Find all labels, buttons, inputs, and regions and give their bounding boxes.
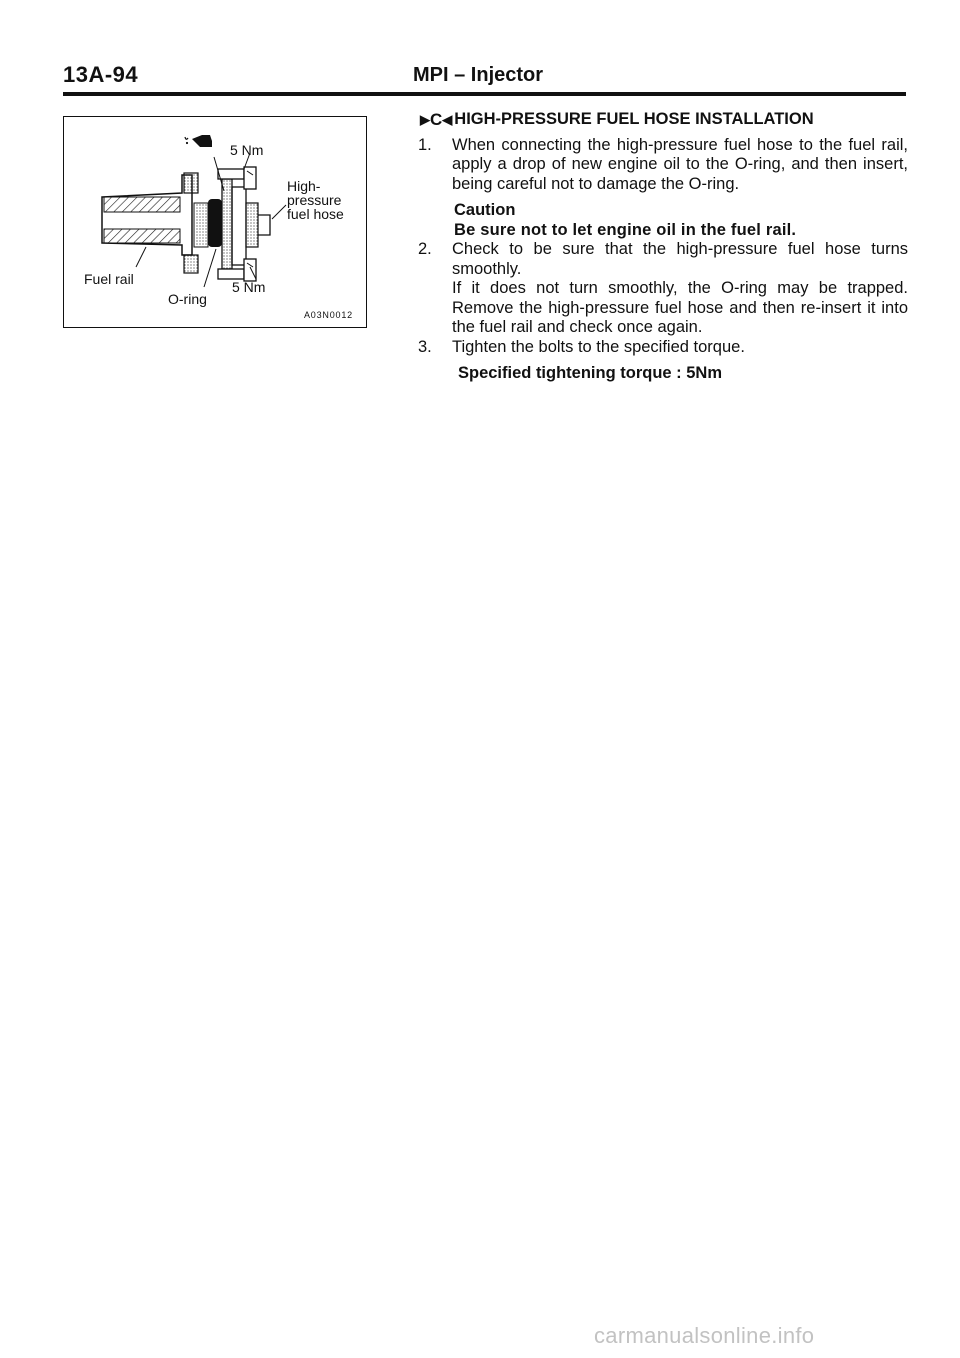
step-number: 1. xyxy=(418,135,432,154)
step-text: When connecting the high-pressure fuel hose to the fuel rail, apply a drop of new engine oil to the O-ring, and then insert, being careful not to damage the O-ring. xyxy=(452,135,908,193)
step-1 xyxy=(420,136,908,195)
label-o-ring: O-ring xyxy=(168,291,207,307)
step-text-continued: If it does not turn smoothly, the O-ring may be trapped. Remove the high-pressure fuel hose and then re-insert it into the fuel rail and check once again. xyxy=(452,279,908,336)
step-text: Tighten the bolts to the specified torque. xyxy=(452,337,745,356)
caution-text: Be sure not to let engine oil in the fuel rail. xyxy=(454,220,797,239)
procedure-heading-text: HIGH-PRESSURE FUEL HOSE INSTALLATION xyxy=(454,110,814,128)
label-torque-bottom: 5 Nm xyxy=(232,279,266,295)
figure-fuel-hose-installation xyxy=(63,116,367,328)
label-torque-top: 5 Nm xyxy=(230,142,264,158)
step-2 xyxy=(420,240,908,338)
label-fuel-rail: Fuel rail xyxy=(84,271,134,287)
step-text: Check to be sure that the high-pressure fuel hose turns smoothly. xyxy=(452,240,908,278)
caution-label: Caution xyxy=(454,201,516,219)
oil-can-icon xyxy=(185,135,212,147)
step-3 xyxy=(420,338,908,358)
specified-torque: Specified tightening torque : 5Nm xyxy=(458,364,723,382)
procedure-heading xyxy=(420,110,908,130)
header-rule xyxy=(63,92,906,96)
fuel-rail-illustration xyxy=(64,117,368,329)
step-number: 2. xyxy=(418,240,432,258)
label-high-pressure-2: pressure xyxy=(287,192,342,208)
marker-letter: C xyxy=(430,110,443,129)
figure-code: A03N0012 xyxy=(304,310,353,320)
page-number: 13A-94 xyxy=(63,62,139,87)
marker-right-icon: ▶ xyxy=(420,112,430,127)
label-high-pressure-1: High- xyxy=(287,178,321,194)
watermark: carmanualsonline.info xyxy=(594,1323,815,1348)
marker-left-icon: ◀ xyxy=(442,112,453,127)
step-number: 3. xyxy=(418,337,432,356)
label-high-pressure-3: fuel hose xyxy=(287,206,344,222)
procedure-section xyxy=(420,110,908,384)
section-title: MPI – Injector xyxy=(413,64,544,86)
